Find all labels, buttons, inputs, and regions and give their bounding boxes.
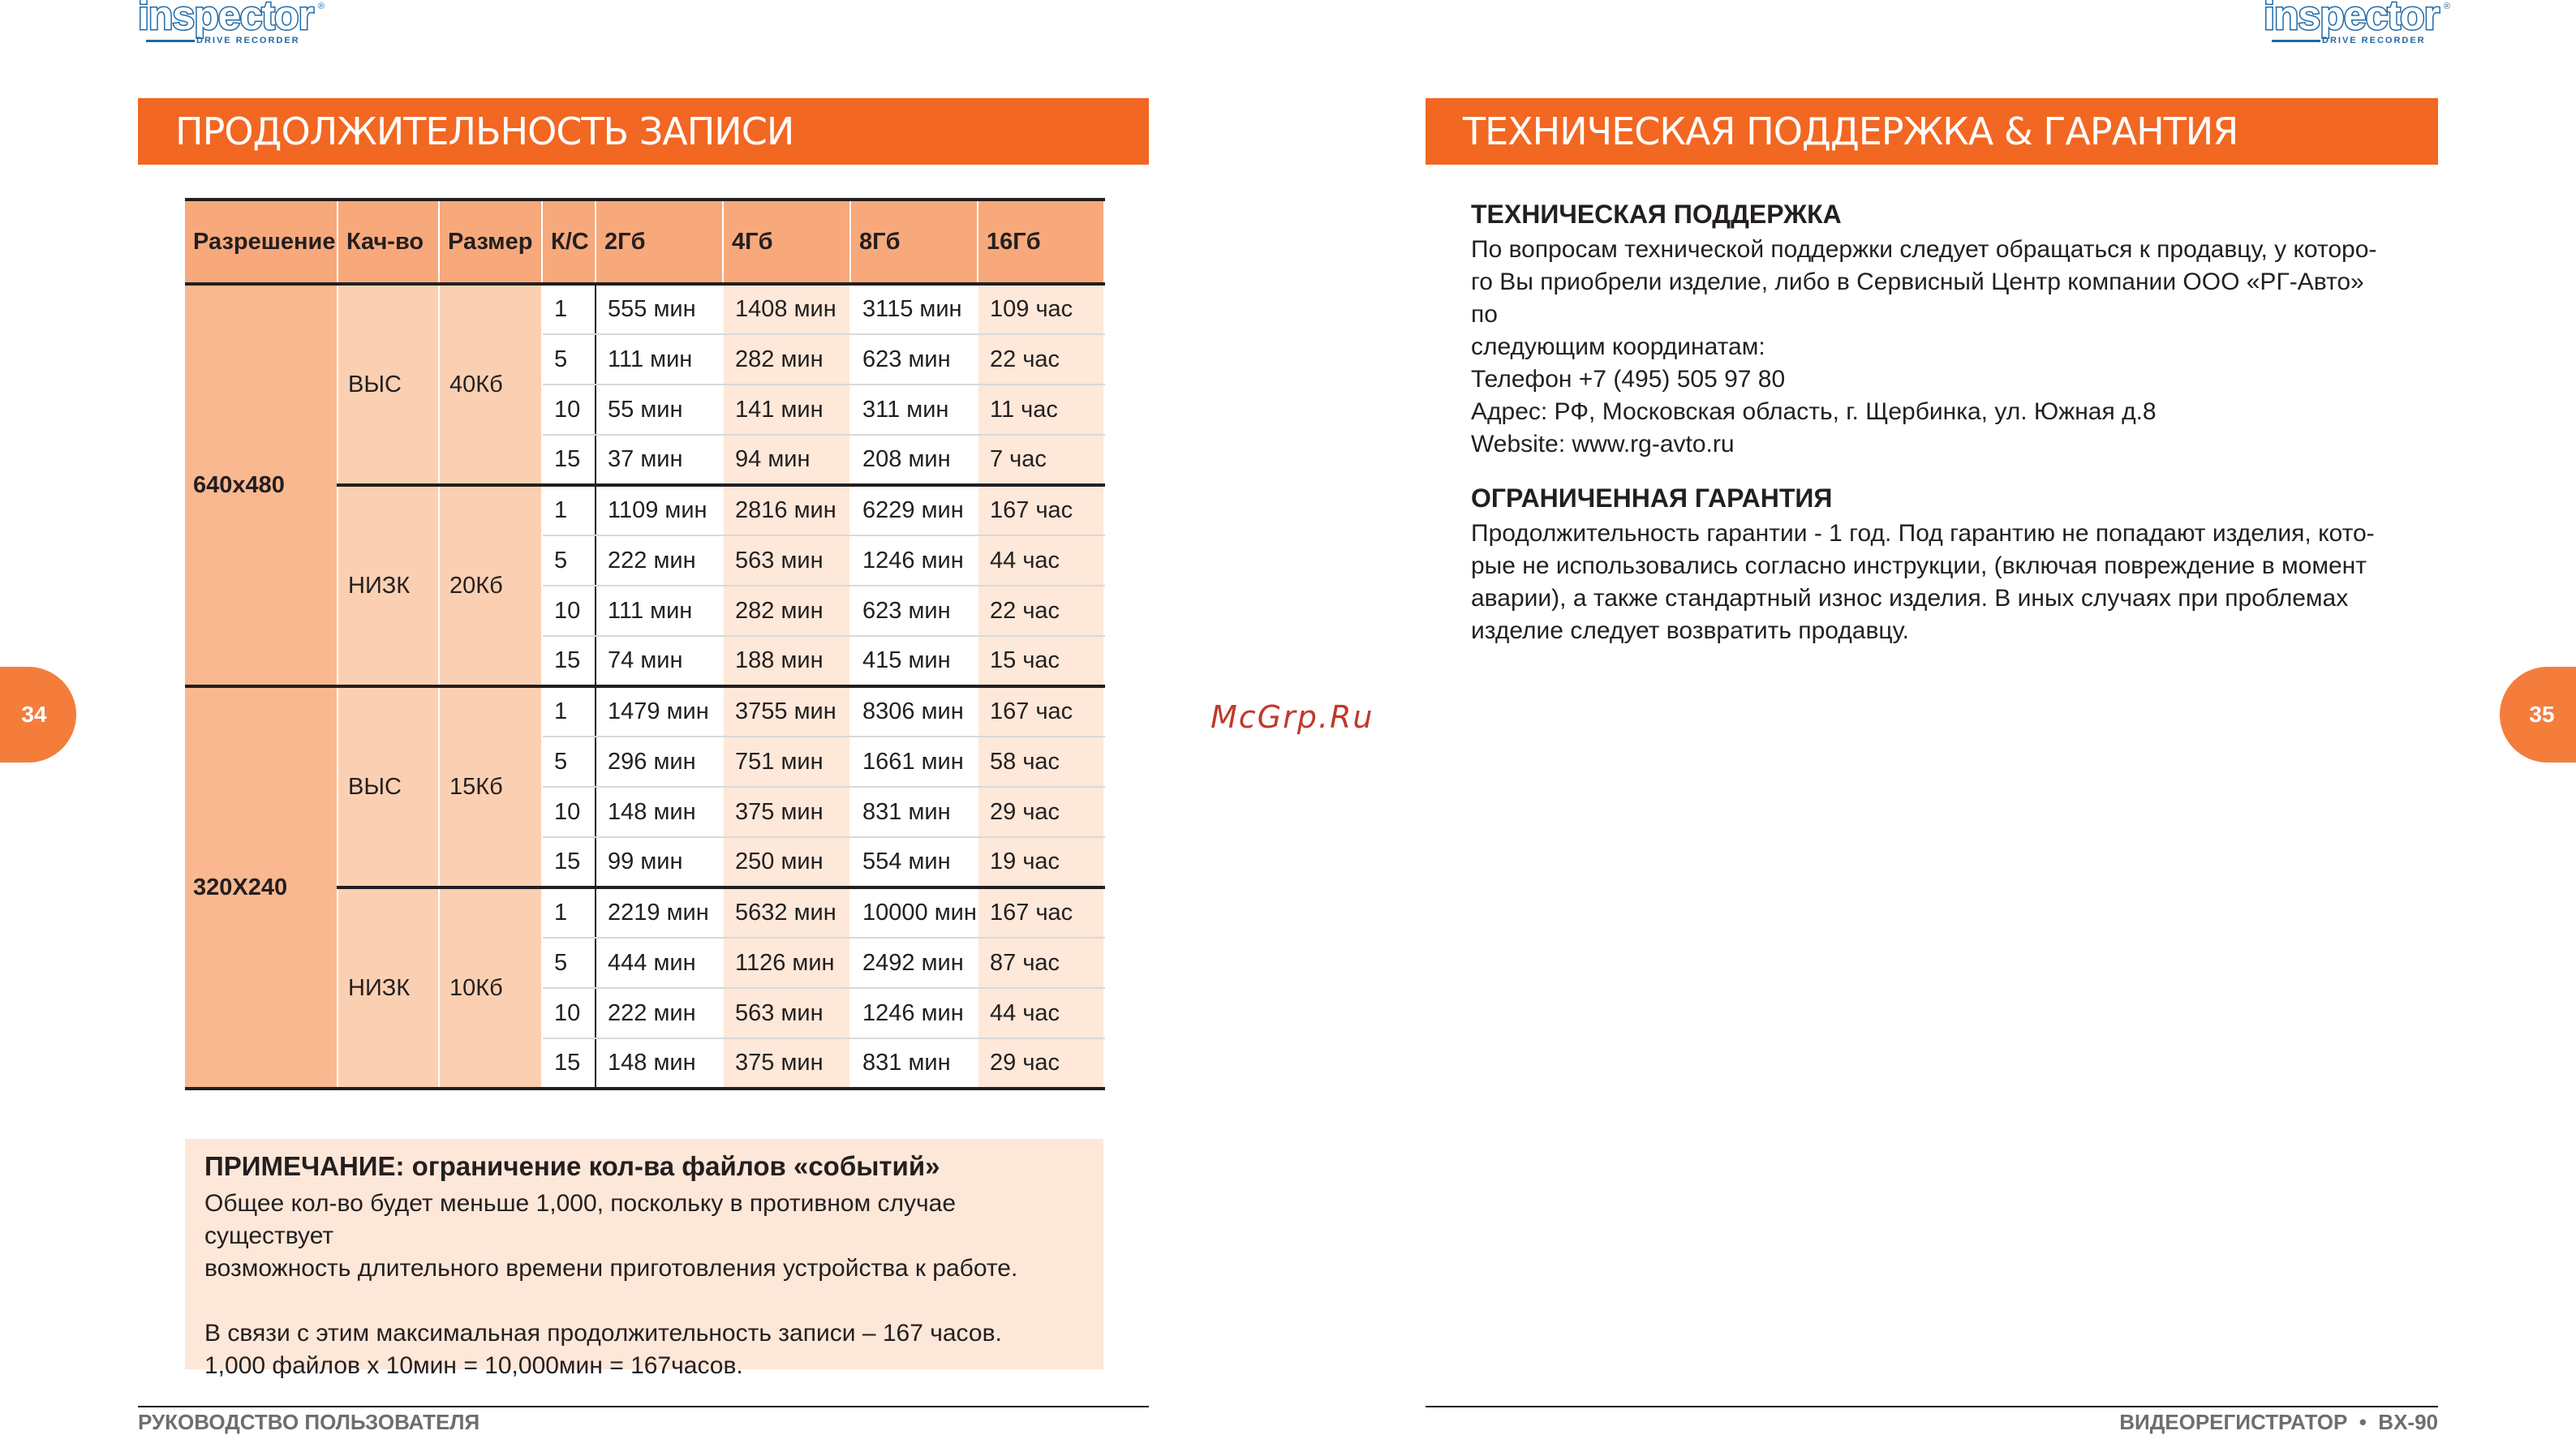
- duration-2gb: 1479 мин: [596, 686, 723, 737]
- duration-8gb: 3115 мин: [850, 284, 978, 334]
- duration-8gb: 415 мин: [850, 636, 978, 686]
- quality-cell: НИЗК: [338, 485, 439, 686]
- page-number-right: 35: [2500, 667, 2576, 763]
- duration-4gb: 563 мин: [723, 535, 850, 586]
- warranty-text: [1471, 518, 2388, 647]
- duration-16gb: 109 час: [978, 284, 1104, 334]
- warranty-line: изделие следует возвратить продавцу.: [1471, 617, 1909, 644]
- duration-8gb: 208 мин: [850, 435, 978, 485]
- duration-16gb: 7 час: [978, 435, 1104, 485]
- support-line: следующим координатам:: [1471, 333, 1765, 360]
- duration-2gb: 37 мин: [596, 435, 723, 485]
- section-gap: [1471, 461, 2388, 479]
- duration-16gb: 44 час: [978, 988, 1104, 1038]
- duration-8gb: 8306 мин: [850, 686, 978, 737]
- support-line: Адрес: РФ, Московская область, г. Щербинка, ул. Южная д.8: [1471, 398, 2157, 425]
- footer-left: РУКОВОДСТВО ПОЛЬЗОВАТЕЛЯ: [138, 1410, 480, 1434]
- duration-4gb: 250 мин: [723, 837, 850, 887]
- footer-rule-left: [138, 1406, 1149, 1407]
- duration-2gb: 296 мин: [596, 737, 723, 787]
- duration-4gb: 563 мин: [723, 988, 850, 1038]
- duration-8gb: 311 мин: [850, 385, 978, 435]
- footer-right: ВИДЕОРЕГИСТРАТОР • BX-90: [2119, 1410, 2438, 1434]
- duration-8gb: 1246 мин: [850, 988, 978, 1038]
- fps-cell: 15: [542, 636, 596, 686]
- duration-16gb: 19 час: [978, 837, 1104, 887]
- header-size: Размер: [439, 200, 542, 284]
- duration-2gb: 99 мин: [596, 837, 723, 887]
- footer-rule-right: [1426, 1406, 2438, 1407]
- duration-16gb: 29 час: [978, 787, 1104, 837]
- header-quality: Кач-во: [338, 200, 439, 284]
- support-line: го Вы приобрели изделие, либо в Сервисный Центр компании ООО «РГ-Авто» по: [1471, 269, 2364, 328]
- note-line: В связи с этим максимальная продолжительность записи – 167 часов.: [204, 1320, 1002, 1347]
- duration-2gb: 55 мин: [596, 385, 723, 435]
- header-8gb: 8Гб: [850, 200, 978, 284]
- logo-word: inspector: [2264, 0, 2440, 38]
- quality-cell: ВЫС: [338, 284, 439, 485]
- duration-4gb: 141 мин: [723, 385, 850, 435]
- size-cell: 20Кб: [439, 485, 542, 686]
- note-title: ПРИМЕЧАНИЕ: ограничение кол-ва файлов «событий»: [204, 1151, 940, 1181]
- size-cell: 10Кб: [439, 887, 542, 1089]
- support-line: По вопросам технической поддержки следует обращаться к продавцу, у которо-: [1471, 236, 2377, 263]
- duration-16gb: 167 час: [978, 485, 1104, 535]
- fps-cell: 5: [542, 737, 596, 787]
- duration-16gb: 44 час: [978, 535, 1104, 586]
- duration-4gb: 94 мин: [723, 435, 850, 485]
- note-box: [185, 1139, 1103, 1379]
- duration-8gb: 10000 мин: [850, 887, 978, 938]
- duration-4gb: 282 мин: [723, 334, 850, 385]
- fps-cell: 15: [542, 837, 596, 887]
- brand-logo-left: [138, 0, 325, 49]
- logo-registered: ®: [2443, 2, 2450, 11]
- support-line: Телефон +7 (495) 505 97 80: [1471, 366, 1786, 393]
- fps-cell: 5: [542, 334, 596, 385]
- fps-cell: 5: [542, 535, 596, 586]
- duration-2gb: 1109 мин: [596, 485, 723, 535]
- table-row: [185, 686, 1104, 737]
- duration-16gb: 58 час: [978, 737, 1104, 787]
- logo-subtitle: DRIVE RECORDER: [2322, 36, 2426, 45]
- duration-2gb: 148 мин: [596, 1038, 723, 1089]
- fps-cell: 10: [542, 385, 596, 435]
- logo-underline: [2272, 40, 2320, 42]
- fps-cell: 10: [542, 787, 596, 837]
- brand-logo-right: [2264, 0, 2450, 49]
- section-title-right: ТЕХНИЧЕСКАЯ ПОДДЕРЖКА & ГАРАНТИЯ: [1426, 98, 2438, 165]
- duration-4gb: 5632 мин: [723, 887, 850, 938]
- fps-cell: 1: [542, 485, 596, 535]
- duration-16gb: 11 час: [978, 385, 1104, 435]
- warranty-line: рые не использовались согласно инструкции, (включая повреждение в момент: [1471, 552, 2367, 579]
- fps-cell: 10: [542, 988, 596, 1038]
- logo-subtitle: DRIVE RECORDER: [196, 36, 300, 45]
- support-title: ТЕХНИЧЕСКАЯ ПОДДЕРЖКА: [1471, 200, 1842, 229]
- page-number-left: 34: [0, 667, 76, 763]
- duration-16gb: 167 час: [978, 887, 1104, 938]
- logo-registered: ®: [317, 2, 325, 11]
- warranty-line: Продолжительность гарантии - 1 год. Под гарантию не попадают изделия, кото-: [1471, 520, 2375, 547]
- duration-8gb: 1661 мин: [850, 737, 978, 787]
- duration-8gb: 831 мин: [850, 787, 978, 837]
- duration-16gb: 87 час: [978, 938, 1104, 988]
- note-line: Общее кол-во будет меньше 1,000, поскольку в противном случае существует: [204, 1190, 957, 1249]
- duration-4gb: 282 мин: [723, 586, 850, 636]
- note-line: возможность длительного времени приготовления устройства к работе.: [204, 1255, 1018, 1282]
- header-resolution: Разрешение: [185, 200, 338, 284]
- duration-2gb: 222 мин: [596, 988, 723, 1038]
- fps-cell: 5: [542, 938, 596, 988]
- duration-16gb: 22 час: [978, 334, 1104, 385]
- resolution-cell: 640x480: [185, 284, 338, 686]
- duration-8gb: 623 мин: [850, 586, 978, 636]
- fps-cell: 15: [542, 1038, 596, 1089]
- warranty-line: аварии), а также стандартный износ изделия. В иных случаях при проблемах: [1471, 585, 2349, 612]
- duration-2gb: 111 мин: [596, 334, 723, 385]
- duration-4gb: 3755 мин: [723, 686, 850, 737]
- size-cell: 15Кб: [439, 686, 542, 887]
- duration-4gb: 375 мин: [723, 1038, 850, 1089]
- duration-16gb: 167 час: [978, 686, 1104, 737]
- duration-4gb: 1126 мин: [723, 938, 850, 988]
- size-cell: 40Кб: [439, 284, 542, 485]
- duration-2gb: 555 мин: [596, 284, 723, 334]
- duration-16gb: 29 час: [978, 1038, 1104, 1089]
- support-line: Website: www.rg-avto.ru: [1471, 431, 1735, 458]
- watermark: McGrp.Ru: [1211, 699, 1374, 735]
- header-2gb: 2Гб: [596, 200, 723, 284]
- duration-2gb: 148 мин: [596, 787, 723, 837]
- duration-8gb: 1246 мин: [850, 535, 978, 586]
- duration-2gb: 2219 мин: [596, 887, 723, 938]
- logo-underline: [146, 40, 195, 42]
- fps-cell: 1: [542, 887, 596, 938]
- duration-8gb: 554 мин: [850, 837, 978, 887]
- duration-4gb: 1408 мин: [723, 284, 850, 334]
- section-title-left: ПРОДОЛЖИТЕЛЬНОСТЬ ЗАПИСИ: [138, 98, 1149, 165]
- duration-4gb: 375 мин: [723, 787, 850, 837]
- duration-16gb: 22 час: [978, 586, 1104, 636]
- quality-cell: ВЫС: [338, 686, 439, 887]
- duration-2gb: 111 мин: [596, 586, 723, 636]
- support-text: [1471, 234, 2388, 461]
- fps-cell: 1: [542, 686, 596, 737]
- fps-cell: 15: [542, 435, 596, 485]
- fps-cell: 10: [542, 586, 596, 636]
- note-spacer: [204, 1285, 1084, 1317]
- resolution-cell: 320X240: [185, 686, 338, 1089]
- recording-duration-table: [185, 198, 1105, 1090]
- duration-8gb: 6229 мин: [850, 485, 978, 535]
- duration-4gb: 188 мин: [723, 636, 850, 686]
- duration-4gb: 751 мин: [723, 737, 850, 787]
- header-4gb: 4Гб: [723, 200, 850, 284]
- duration-8gb: 831 мин: [850, 1038, 978, 1089]
- header-fps: К/С: [542, 200, 596, 284]
- duration-2gb: 74 мин: [596, 636, 723, 686]
- duration-16gb: 15 час: [978, 636, 1104, 686]
- fps-cell: 1: [542, 284, 596, 334]
- duration-2gb: 444 мин: [596, 938, 723, 988]
- header-16gb: 16Гб: [978, 200, 1104, 284]
- table-row: [185, 284, 1104, 334]
- warranty-title: ОГРАНИЧЕННАЯ ГАРАНТИЯ: [1471, 483, 1833, 513]
- duration-8gb: 2492 мин: [850, 938, 978, 988]
- support-section: [1471, 195, 2388, 647]
- quality-cell: НИЗК: [338, 887, 439, 1089]
- table-header-row: [185, 200, 1104, 284]
- duration-8gb: 623 мин: [850, 334, 978, 385]
- note-line: 1,000 файлов x 10мин = 10,000мин = 167часов.: [204, 1352, 743, 1379]
- duration-4gb: 2816 мин: [723, 485, 850, 535]
- logo-word: inspector: [138, 0, 314, 38]
- duration-2gb: 222 мин: [596, 535, 723, 586]
